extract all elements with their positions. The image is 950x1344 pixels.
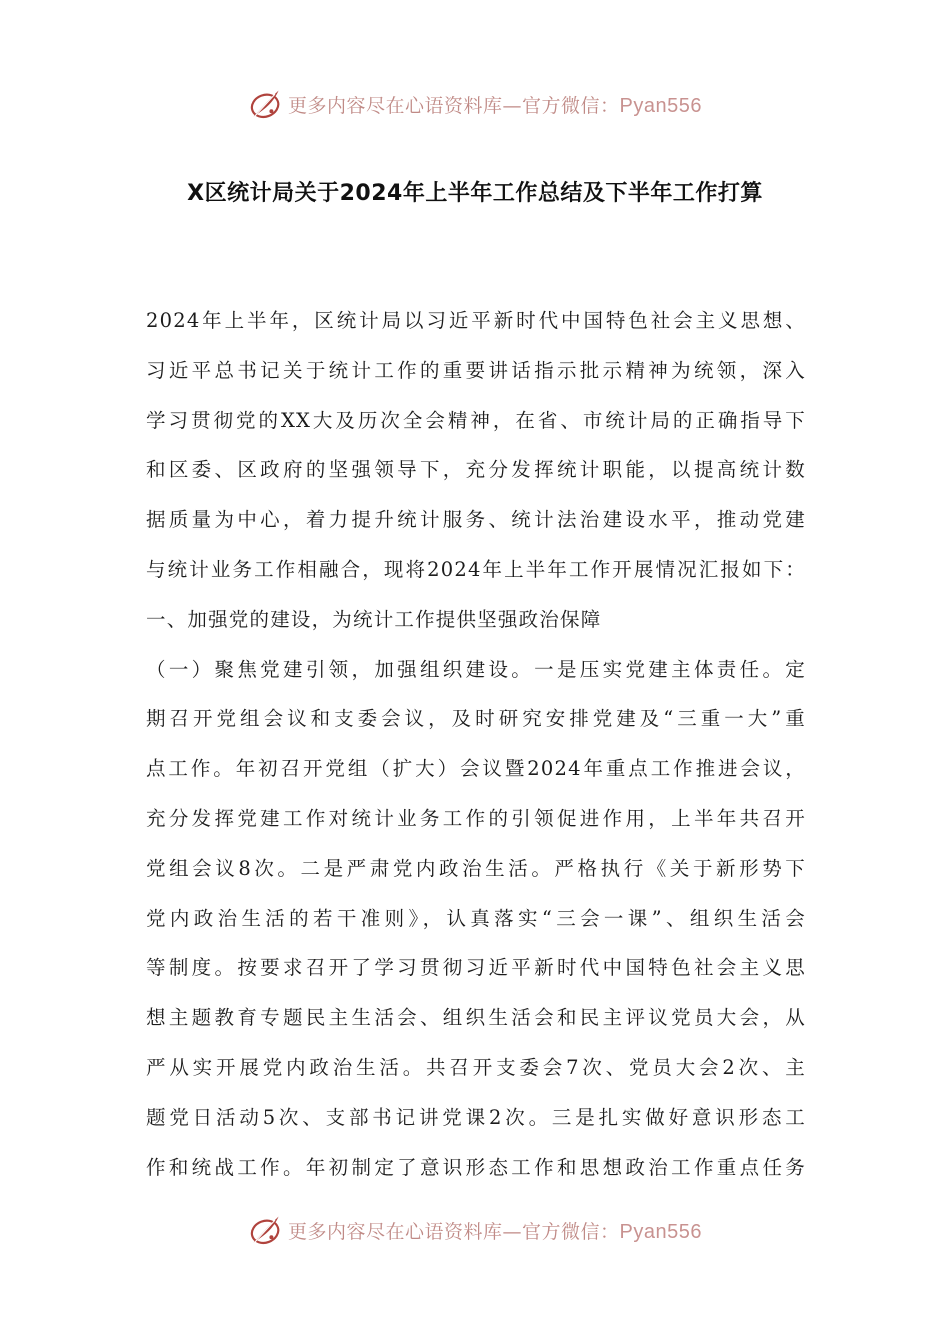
watermark-text: [288, 1217, 702, 1244]
body-line: 据质量为中心，着力提升统计服务、统计法治建设水平，推动党建: [146, 508, 806, 532]
watermark-text: [288, 91, 702, 118]
quill-logo-icon: [248, 86, 284, 122]
body-line: 题党日活动5次、支部书记讲党课2次。三是扎实做好意识形态工: [146, 1105, 806, 1129]
body-line: 学习贯彻党的XX大及历次全会精神，在省、市统计局的正确指导下: [146, 408, 806, 432]
body-line: 充分发挥党建工作对统计业务工作的引领促进作用，上半年共召开: [146, 806, 806, 830]
body-line: 2024年上半年，区统计局以习近平新时代中国特色社会主义思想、: [146, 309, 806, 332]
body-line: 党组会议8次。二是严肃党内政治生活。严格执行《关于新形势下: [146, 856, 806, 880]
body-line: 点工作。年初召开党组（扩大）会议暨2024年重点工作推进会议，: [146, 757, 806, 781]
header-watermark: [0, 82, 950, 126]
document-body: [146, 296, 806, 1192]
watermark-label: 更多内容尽在心语资料库—官方微信：: [288, 1220, 620, 1243]
body-line: 期召开党组会议和支委会议，及时研究安排党建及“三重一大”重: [146, 707, 806, 731]
body-line: 严从实开展党内政治生活。共召开支委会7次、党员大会2次、主: [146, 1055, 806, 1079]
watermark-label: 更多内容尽在心语资料库—官方微信：: [288, 94, 620, 117]
body-line: 想主题教育专题民主生活会、组织生活会和民主评议党员大会，从: [146, 1006, 806, 1030]
body-line: 作和统战工作。年初制定了意识形态工作和思想政治工作重点任务: [146, 1155, 806, 1179]
body-line: 和区委、区政府的坚强领导下，充分发挥统计职能，以提高统计数: [146, 458, 806, 482]
body-line: 与统计业务工作相融合，现将2024年上半年工作开展情况汇报如下：: [146, 557, 806, 581]
footer-watermark: [0, 1208, 950, 1252]
quill-logo-icon: [248, 1212, 284, 1248]
watermark-wechat-id: Pyan556: [619, 94, 702, 117]
section-heading: 一、加强党的建设，为统计工作提供坚强政治保障: [146, 607, 602, 631]
watermark-wechat-id: Pyan556: [619, 1220, 702, 1243]
body-line: 习近平总书记关于统计工作的重要讲话指示批示精神为统领，深入: [146, 358, 806, 382]
document-title: X区统计局关于2024年上半年工作总结及下半年工作打算: [187, 181, 763, 206]
body-line: 等制度。按要求召开了学习贯彻习近平新时代中国特色社会主义思: [146, 956, 806, 980]
body-line: 党内政治生活的若干准则》，认真落实“三会一课”、组织生活会: [146, 906, 806, 930]
body-line: （一）聚焦党建引领，加强组织建设。一是压实党建主体责任。定: [146, 657, 806, 681]
